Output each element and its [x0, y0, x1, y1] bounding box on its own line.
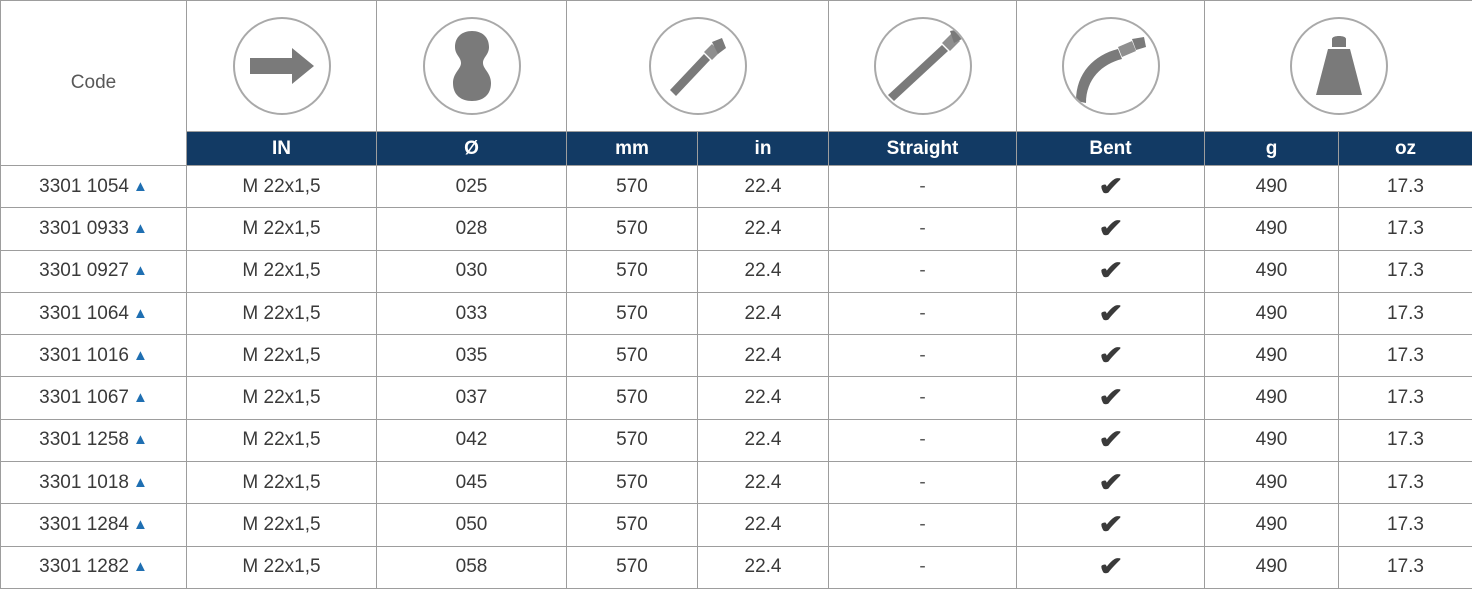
cell-straight: [829, 292, 1017, 334]
cell-code[interactable]: [1, 377, 187, 419]
cell-grams: 490: [1205, 292, 1339, 334]
cell-in: M 22x1,5: [187, 546, 377, 588]
code-value: 3301 1064: [39, 303, 129, 324]
cell-in: M 22x1,5: [187, 250, 377, 292]
cell-in: M 22x1,5: [187, 166, 377, 208]
cell-mm: 570: [567, 377, 698, 419]
cell-bent: [1017, 250, 1205, 292]
table-row[interactable]: [1, 377, 1472, 419]
straight-value: -: [919, 260, 925, 281]
straight-value: -: [919, 514, 925, 535]
checkmark-icon: ✔: [1098, 426, 1123, 452]
cell-straight: [829, 166, 1017, 208]
table-row[interactable]: [1, 419, 1472, 461]
cell-inch: 22.4: [698, 166, 829, 208]
cell-straight: [829, 250, 1017, 292]
cell-ounces: 17.3: [1339, 377, 1472, 419]
cell-inch: 22.4: [698, 462, 829, 504]
checkmark-icon: ✔: [1098, 469, 1123, 495]
code-value: 3301 1258: [39, 429, 129, 450]
cell-grams: 490: [1205, 377, 1339, 419]
table-row[interactable]: [1, 250, 1472, 292]
cell-mm: 570: [567, 250, 698, 292]
straight-tool-icon: [874, 17, 972, 115]
table-row[interactable]: [1, 462, 1472, 504]
subheader-in-inches: in: [698, 132, 829, 166]
cell-bent: [1017, 335, 1205, 377]
cell-in: M 22x1,5: [187, 292, 377, 334]
subheader-in: IN: [187, 132, 377, 166]
checkmark-icon: ✔: [1098, 173, 1123, 199]
cell-ounces: 17.3: [1339, 335, 1472, 377]
weight-icon: [1290, 17, 1388, 115]
cell-diameter: 050: [377, 504, 567, 546]
cell-code[interactable]: [1, 546, 187, 588]
checkmark-icon: ✔: [1098, 511, 1123, 537]
triangle-marker-icon: ▲: [133, 431, 148, 448]
short-tool-icon: [649, 17, 747, 115]
cell-bent: [1017, 504, 1205, 546]
column-icon-bent: [1017, 1, 1205, 132]
code-value: 3301 1016: [39, 345, 129, 366]
triangle-marker-icon: ▲: [133, 474, 148, 491]
cell-inch: 22.4: [698, 335, 829, 377]
cell-bent: [1017, 166, 1205, 208]
cell-inch: 22.4: [698, 377, 829, 419]
straight-value: -: [919, 556, 925, 577]
subheader-grams: g: [1205, 132, 1339, 166]
cell-in: M 22x1,5: [187, 504, 377, 546]
cell-straight: [829, 546, 1017, 588]
cell-ounces: 17.3: [1339, 419, 1472, 461]
table-row[interactable]: [1, 166, 1472, 208]
triangle-marker-icon: ▲: [133, 220, 148, 237]
cell-code[interactable]: [1, 208, 187, 250]
cell-diameter: 030: [377, 250, 567, 292]
cell-bent: [1017, 462, 1205, 504]
cell-in: M 22x1,5: [187, 208, 377, 250]
table-row[interactable]: [1, 335, 1472, 377]
checkmark-icon: ✔: [1098, 300, 1123, 326]
table-row[interactable]: [1, 292, 1472, 334]
cell-in: M 22x1,5: [187, 335, 377, 377]
subheader-mm: mm: [567, 132, 698, 166]
cell-mm: 570: [567, 462, 698, 504]
cell-bent: [1017, 377, 1205, 419]
cell-mm: 570: [567, 292, 698, 334]
cell-ounces: 17.3: [1339, 462, 1472, 504]
code-value: 3301 1054: [39, 176, 129, 197]
grip-shape-icon: [423, 17, 521, 115]
subheader-bent: Bent: [1017, 132, 1205, 166]
subheader-straight: Straight: [829, 132, 1017, 166]
cell-ounces: 17.3: [1339, 208, 1472, 250]
triangle-marker-icon: ▲: [133, 262, 148, 279]
cell-inch: 22.4: [698, 504, 829, 546]
cell-ounces: 17.3: [1339, 504, 1472, 546]
straight-value: -: [919, 472, 925, 493]
cell-grams: 490: [1205, 546, 1339, 588]
cell-ounces: 17.3: [1339, 250, 1472, 292]
subheader-row: [1, 132, 1472, 166]
cell-diameter: 025: [377, 166, 567, 208]
triangle-marker-icon: ▲: [133, 305, 148, 322]
table-row[interactable]: [1, 546, 1472, 588]
straight-value: -: [919, 176, 925, 197]
cell-inch: 22.4: [698, 292, 829, 334]
cell-straight: [829, 419, 1017, 461]
table-row[interactable]: [1, 504, 1472, 546]
straight-value: -: [919, 387, 925, 408]
cell-diameter: 035: [377, 335, 567, 377]
cell-diameter: 028: [377, 208, 567, 250]
cell-in: M 22x1,5: [187, 419, 377, 461]
cell-straight: [829, 335, 1017, 377]
straight-value: -: [919, 345, 925, 366]
cell-grams: 490: [1205, 419, 1339, 461]
checkmark-icon: ✔: [1098, 384, 1123, 410]
cell-diameter: 042: [377, 419, 567, 461]
subheader-diameter: Ø: [377, 132, 567, 166]
code-value: 3301 1284: [39, 514, 129, 535]
code-value: 3301 1018: [39, 472, 129, 493]
column-icon-diameter: [377, 1, 567, 132]
straight-value: -: [919, 218, 925, 239]
cell-grams: 490: [1205, 504, 1339, 546]
straight-value: -: [919, 303, 925, 324]
cell-code[interactable]: [1, 292, 187, 334]
checkmark-icon: ✔: [1098, 342, 1123, 368]
triangle-marker-icon: ▲: [133, 178, 148, 195]
triangle-marker-icon: ▲: [133, 516, 148, 533]
cell-ounces: 17.3: [1339, 546, 1472, 588]
cell-grams: 490: [1205, 335, 1339, 377]
checkmark-icon: ✔: [1098, 215, 1123, 241]
code-value: 3301 1067: [39, 387, 129, 408]
cell-in: M 22x1,5: [187, 377, 377, 419]
cell-diameter: 033: [377, 292, 567, 334]
column-icon-thread: [187, 1, 377, 132]
cell-code[interactable]: [1, 166, 187, 208]
cell-diameter: 037: [377, 377, 567, 419]
cell-grams: 490: [1205, 462, 1339, 504]
cell-bent: [1017, 208, 1205, 250]
cell-straight: [829, 504, 1017, 546]
icon-header-row: [1, 1, 1472, 132]
checkmark-icon: ✔: [1098, 257, 1123, 283]
cell-mm: 570: [567, 419, 698, 461]
cell-inch: 22.4: [698, 208, 829, 250]
triangle-marker-icon: ▲: [133, 347, 148, 364]
cell-bent: [1017, 546, 1205, 588]
cell-mm: 570: [567, 546, 698, 588]
cell-ounces: 17.3: [1339, 292, 1472, 334]
checkmark-icon: ✔: [1098, 553, 1123, 579]
column-icon-weight: [1205, 1, 1472, 132]
bent-tool-icon: [1062, 17, 1160, 115]
cell-code[interactable]: [1, 250, 187, 292]
cell-mm: 570: [567, 335, 698, 377]
cell-inch: 22.4: [698, 419, 829, 461]
cell-mm: 570: [567, 504, 698, 546]
cell-bent: [1017, 419, 1205, 461]
cell-straight: [829, 208, 1017, 250]
code-value: 3301 0927: [39, 260, 129, 281]
column-header-code: Code: [1, 1, 187, 166]
cell-diameter: 058: [377, 546, 567, 588]
cell-grams: 490: [1205, 250, 1339, 292]
cell-code[interactable]: [1, 335, 187, 377]
cell-code[interactable]: [1, 419, 187, 461]
cell-grams: 490: [1205, 166, 1339, 208]
cell-bent: [1017, 292, 1205, 334]
cell-diameter: 045: [377, 462, 567, 504]
cell-grams: 490: [1205, 208, 1339, 250]
cell-in: M 22x1,5: [187, 462, 377, 504]
column-icon-straight: [829, 1, 1017, 132]
arrow-right-icon: [233, 17, 331, 115]
cell-inch: 22.4: [698, 546, 829, 588]
cell-straight: [829, 462, 1017, 504]
straight-value: -: [919, 429, 925, 450]
cell-mm: 570: [567, 166, 698, 208]
column-icon-length: [567, 1, 829, 132]
code-value: 3301 1282: [39, 556, 129, 577]
code-value: 3301 0933: [39, 218, 129, 239]
cell-code[interactable]: [1, 504, 187, 546]
cell-ounces: 17.3: [1339, 166, 1472, 208]
triangle-marker-icon: ▲: [133, 389, 148, 406]
subheader-ounces: oz: [1339, 132, 1472, 166]
cell-straight: [829, 377, 1017, 419]
cell-code[interactable]: [1, 462, 187, 504]
triangle-marker-icon: ▲: [133, 558, 148, 575]
cell-inch: 22.4: [698, 250, 829, 292]
table-row[interactable]: [1, 208, 1472, 250]
cell-mm: 570: [567, 208, 698, 250]
